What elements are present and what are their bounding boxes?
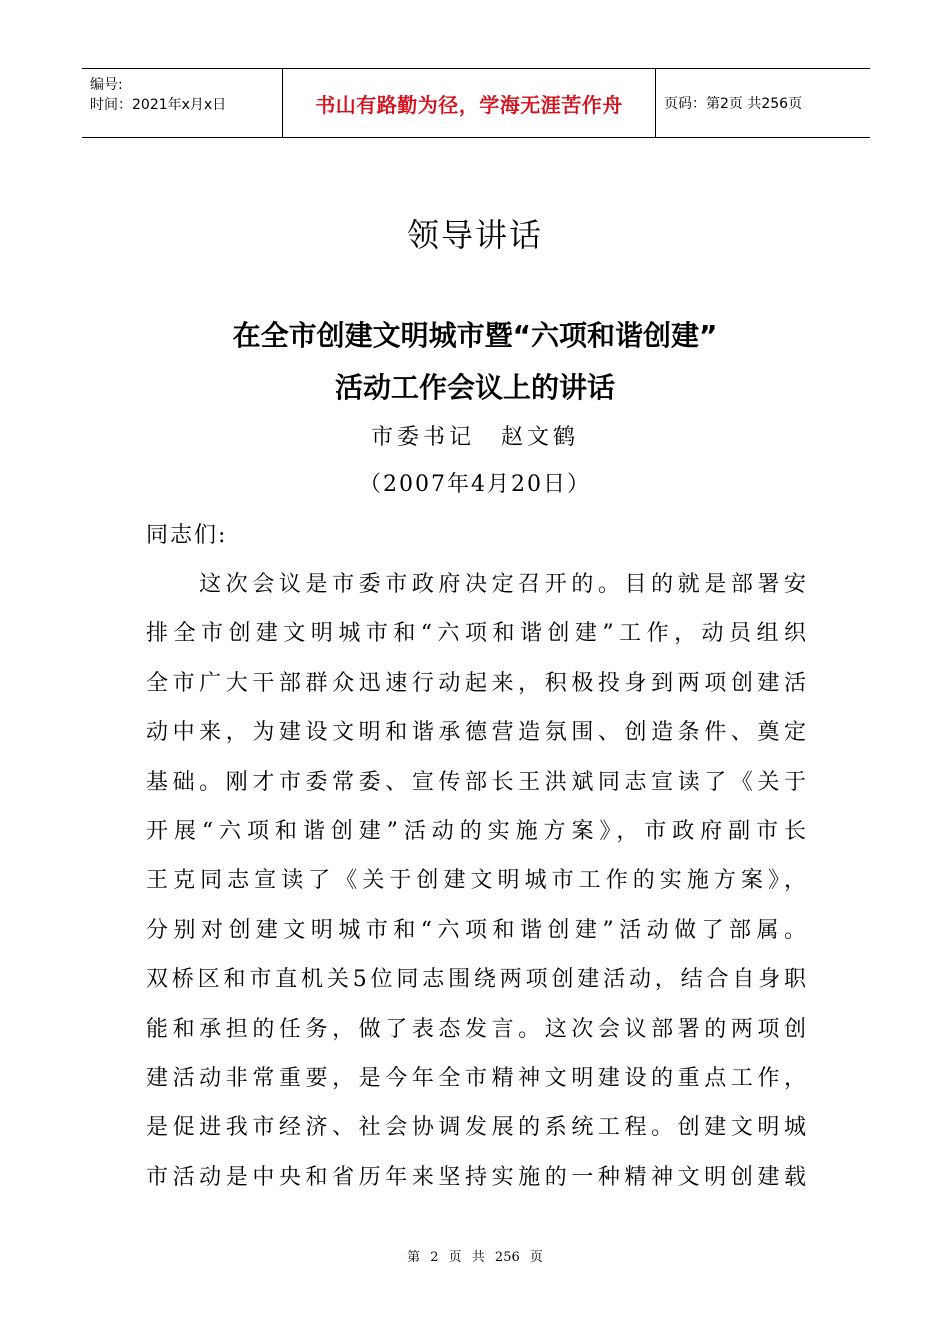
body-line: 双桥区和市直机关5位同志围绕两项创建活动，结合自身职 <box>146 967 806 993</box>
salutation: 同志们: <box>146 523 228 548</box>
body-text <box>146 560 806 1202</box>
speech-title-line-1: 在全市创建文明城市暨“六项和谐创建” <box>232 319 718 352</box>
speech-title-line-2: 活动工作会议上的讲话 <box>334 371 615 404</box>
header-page-info: 页码：第2页 共256页 <box>664 96 803 112</box>
author-byline <box>0 420 950 451</box>
body-line: 是促进我市经济、社会协调发展的系统工程。创建文明城 <box>146 1115 806 1141</box>
body-line: 建活动非常重要，是今年全市精神文明建设的重点工作， <box>146 1065 806 1091</box>
body-line: 市活动是中央和省历年来坚持实施的一种精神文明创建载 <box>146 1164 806 1190</box>
body-line: 王克同志宣读了《关于创建文明城市工作的实施方案》， <box>146 868 806 894</box>
document-time-label: 时间：2021年x月x日 <box>90 97 227 113</box>
body-line: 动中来，为建设文明和谐承德营造氛围、创造条件、奠定 <box>146 720 806 746</box>
body-line: 分别对创建文明城市和“六项和谐创建”活动做了部属。 <box>146 917 806 943</box>
body-line: 开展“六项和谐创建”活动的实施方案》，市政府副市长 <box>146 818 806 844</box>
body-line: 基础。刚才市委常委、宣传部长王洪斌同志宣读了《关于 <box>146 769 806 795</box>
page-footer: 第 2 页 共 256 页 <box>407 1250 543 1265</box>
body-line: 能和承担的任务，做了表态发言。这次会议部署的两项创 <box>146 1016 806 1042</box>
header-meta-cell <box>82 69 282 137</box>
author-role: 市委书记 <box>370 425 475 450</box>
header-page-cell <box>656 69 870 137</box>
header-motto: 书山有路勤为径，学海无涯苦作舟 <box>315 92 623 117</box>
body-line: 排全市创建文明城市和“六项和谐创建”工作，动员组织 <box>146 621 806 647</box>
body-line: 这次会议是市委市政府决定召开的。目的就是部署安 <box>146 572 806 597</box>
speech-date: （2007年4月20日） <box>359 472 591 497</box>
document-heading: 领导讲话 <box>406 216 543 254</box>
header-motto-cell <box>282 69 656 137</box>
body-line: 全市广大干部群众迅速行动起来，积极投身到两项创建活 <box>146 670 806 696</box>
document-number-label: 编号: <box>90 77 123 93</box>
page-header-table <box>82 68 870 138</box>
author-name: 赵文鹤 <box>501 425 580 450</box>
